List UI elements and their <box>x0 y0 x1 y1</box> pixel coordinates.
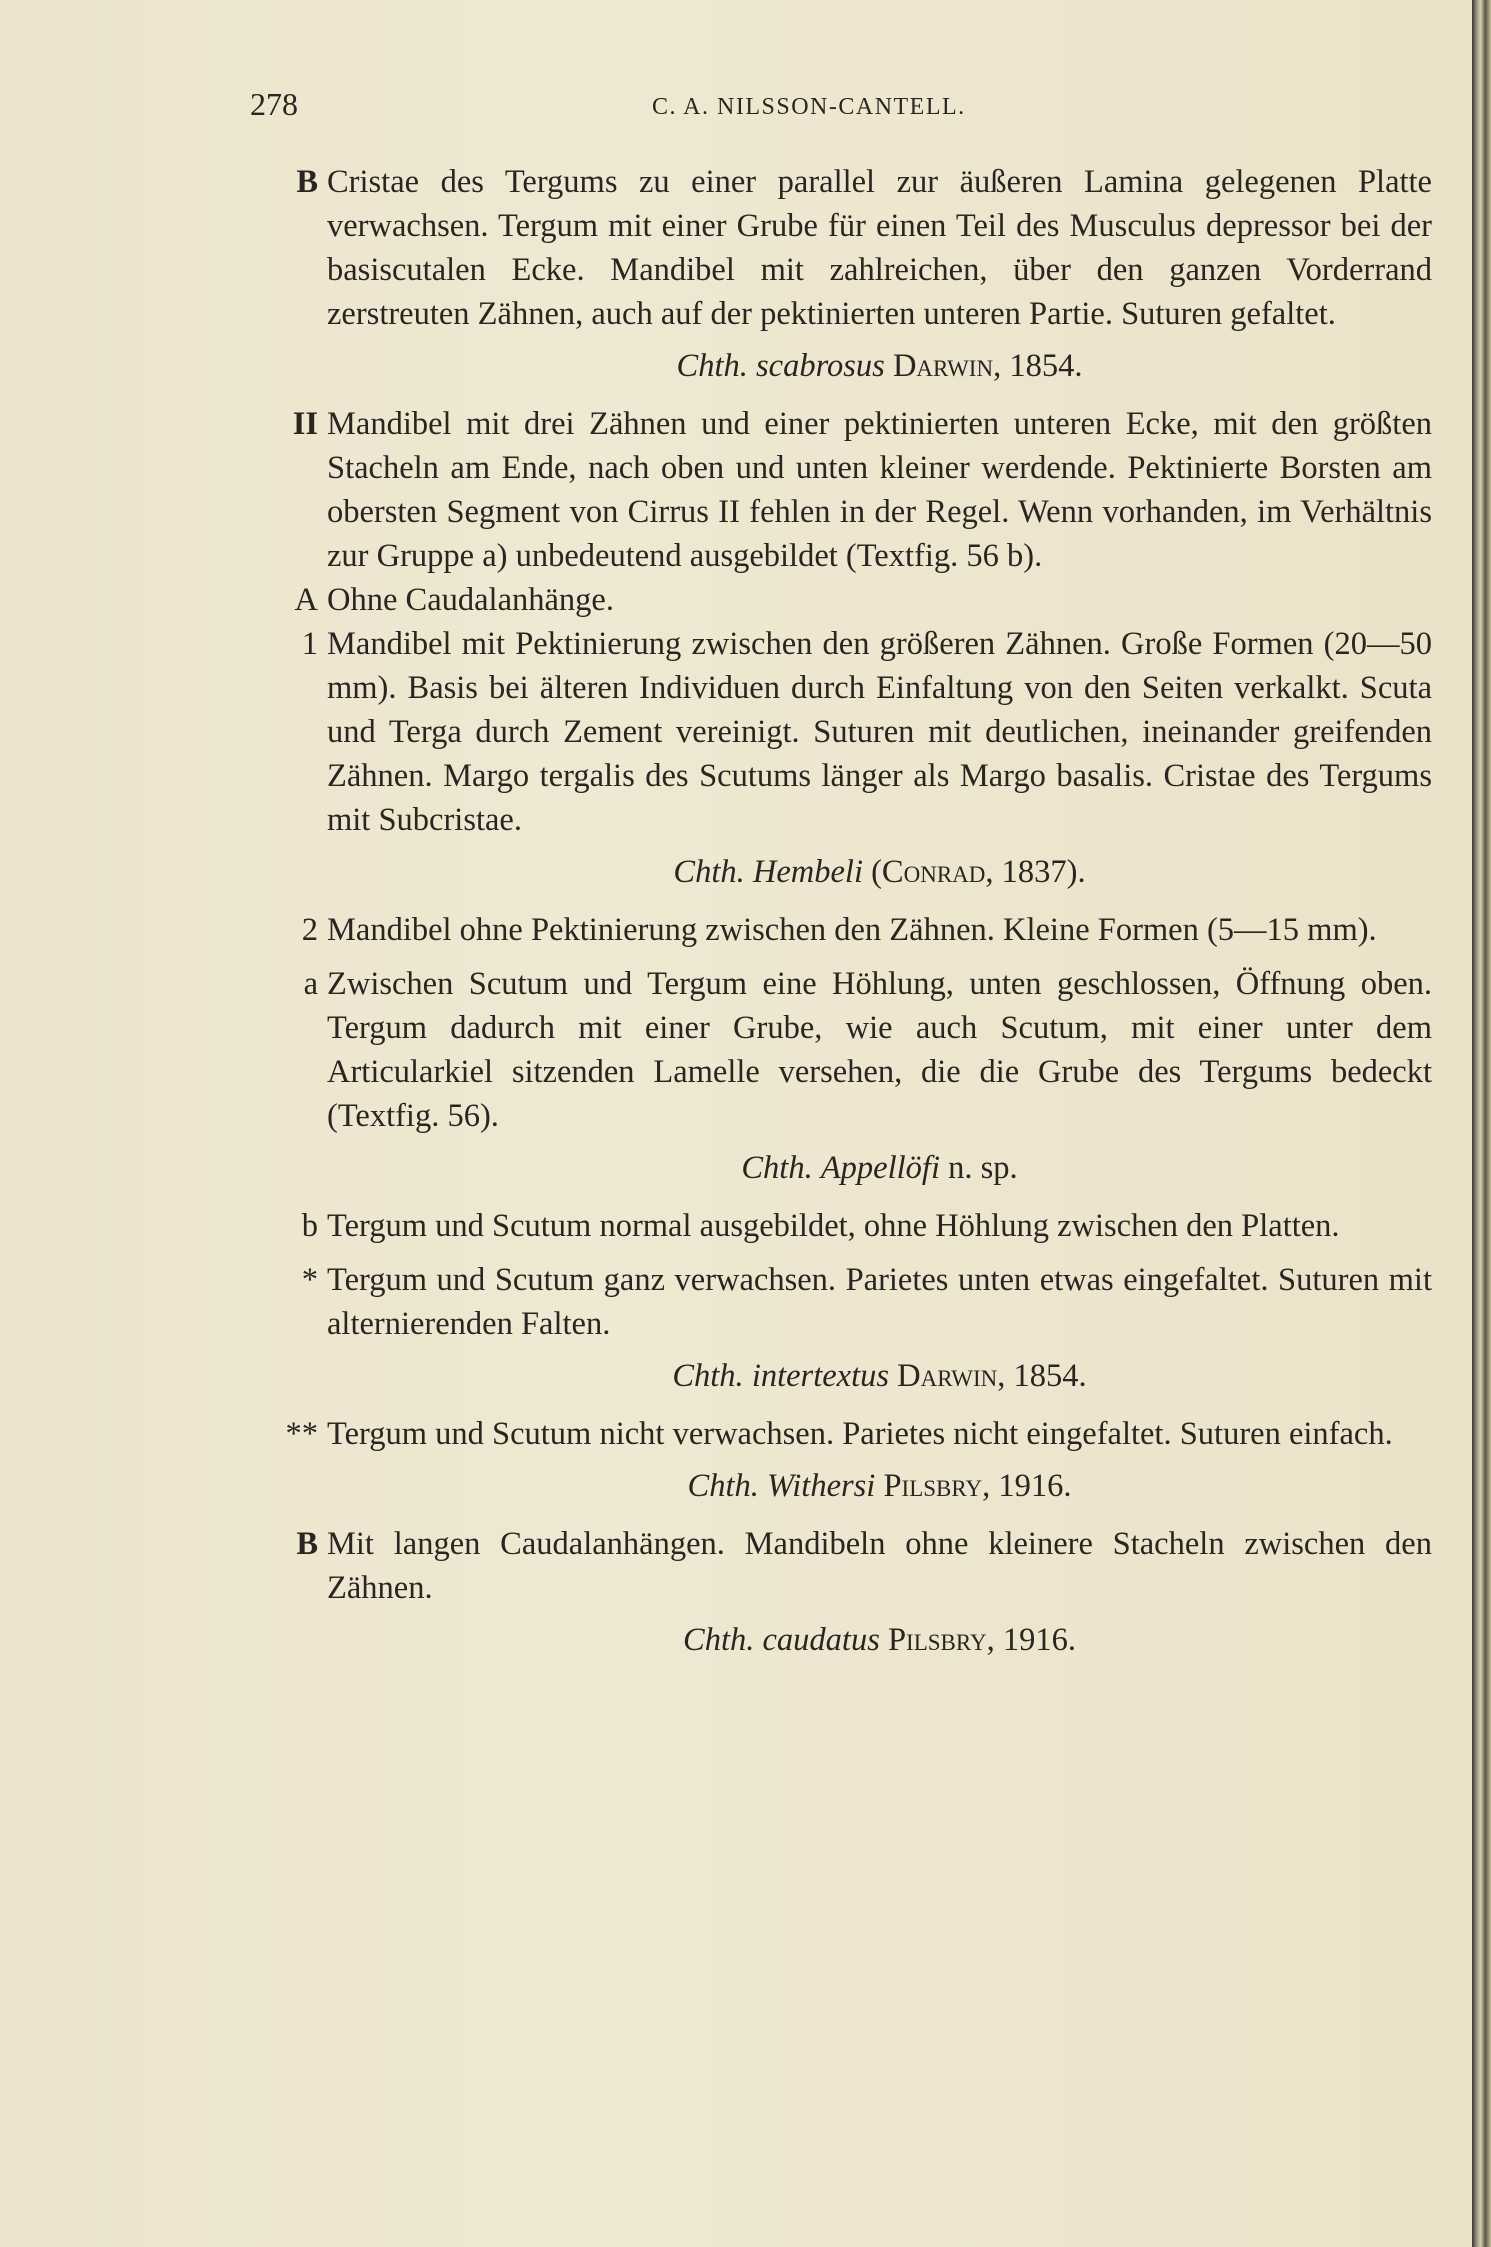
key-text: Mandibel mit drei Zähnen und einer pektinierten unteren Ecke, mit den größten Stacheln am Ende, nach oben und unten kleiner werdende. Pektinierte Borsten am obersten Segment von Cirrus II fehlen in der Regel. Wenn vorhanden, im Verhältnis zur Gruppe a) unbedeutend ausgebildet (Textfig. 56 b). <box>327 406 1432 574</box>
taxon-name <box>260 344 1432 388</box>
taxon-species: Hembeli <box>752 854 863 890</box>
taxon-genus: Chth. <box>673 854 745 890</box>
taxon-genus: Chth. <box>741 1150 813 1186</box>
running-head: C. A. NILSSON-CANTELL. <box>652 94 966 120</box>
key-label: ** <box>285 1416 318 1452</box>
key-text: Zwischen Scutum und Tergum eine Höhlung, unten geschlossen, Öffnung oben. Tergum dadurch mit einer Grube, wie auch Scutum, mit einer unter dem Articularkiel sitzenden Lamelle versehen, die die Grube des Tergums bedeckt (Textfig. 56). <box>327 966 1432 1134</box>
taxon-year: n. sp. <box>939 1150 1018 1186</box>
key-text: Tergum und Scutum normal ausgebildet, ohne Höhlung zwischen den Platten. <box>327 1208 1340 1244</box>
key-entry <box>260 622 1432 842</box>
taxon-year: , 1916. <box>982 1468 1072 1504</box>
taxon-name <box>260 1146 1432 1190</box>
page-number: 278 <box>250 86 298 122</box>
key-label: B <box>296 164 318 200</box>
key-entry <box>260 1412 1432 1456</box>
taxon-genus: Chth. <box>683 1622 755 1658</box>
taxon-genus: Chth. <box>672 1358 744 1394</box>
key-content <box>260 160 1432 1676</box>
taxon-name <box>260 1354 1432 1398</box>
key-label: a <box>303 966 318 1002</box>
taxon-name <box>260 1618 1432 1662</box>
key-text: Tergum und Scutum ganz verwachsen. Parietes unten etwas eingefaltet. Suturen mit alternierenden Falten. <box>327 1262 1432 1342</box>
taxon-author: Darwin <box>897 1358 998 1394</box>
taxon-genus: Chth. <box>687 1468 759 1504</box>
taxon-species: caudatus <box>762 1622 880 1658</box>
key-entry <box>260 1204 1432 1248</box>
key-entry <box>260 402 1432 578</box>
key-text: Cristae des Tergums zu einer parallel zur äußeren Lamina gelegenen Platte verwachsen. Tergum mit einer Grube für einen Teil des Musculus depressor bei der basiscutalen Ecke. Mandibel mit zahlreichen, über den ganzen Vorderrand zerstreuten Zähnen, auch auf der pektinierten unteren Partie. Suturen gefaltet. <box>327 164 1432 332</box>
key-entry <box>260 578 1432 622</box>
taxon-year: , 1854. <box>993 348 1083 384</box>
key-text: Mit langen Caudalanhängen. Mandibeln ohne kleinere Stacheln zwischen den Zähnen. <box>327 1526 1432 1606</box>
taxon-year: , 1854. <box>997 1358 1087 1394</box>
taxon-species: scabrosus <box>756 348 885 384</box>
key-label: b <box>301 1208 318 1244</box>
key-entry <box>260 160 1432 336</box>
book-edge <box>1472 0 1491 2247</box>
taxon-species: intertextus <box>751 1358 890 1394</box>
taxon-genus: Chth. <box>676 348 748 384</box>
key-label: 1 <box>301 626 318 662</box>
key-text: Ohne Caudalanhänge. <box>327 582 614 618</box>
taxon-species: Appellöfi <box>820 1150 940 1186</box>
key-entry <box>260 962 1432 1138</box>
taxon-species: Withersi <box>767 1468 876 1504</box>
key-entry <box>260 1258 1432 1346</box>
taxon-name <box>260 1464 1432 1508</box>
key-label: A <box>294 582 318 618</box>
taxon-author: Pilsbry <box>887 1622 987 1658</box>
key-entry <box>260 1522 1432 1610</box>
key-text: Tergum und Scutum nicht verwachsen. Parietes nicht eingefaltet. Suturen einfach. <box>327 1416 1393 1452</box>
taxon-author: Darwin <box>892 348 994 384</box>
key-label: II <box>292 406 318 442</box>
key-text: Mandibel ohne Pektinierung zwischen den Zähnen. Kleine Formen (5—15 mm). <box>327 912 1377 948</box>
key-label: B <box>296 1526 318 1562</box>
key-entry <box>260 908 1432 952</box>
taxon-author: Pilsbry <box>883 1468 983 1504</box>
key-label: 2 <box>301 912 318 948</box>
key-text: Mandibel mit Pektinierung zwischen den größeren Zähnen. Große Formen (20—50 mm). Basis bei älteren Individuen durch Einfaltung von den Seiten verkalkt. Scuta und Terga durch Zement vereinigt. Suturen mit deutlichen, ineinander greifenden Zähnen. Margo tergalis des Scutums länger als Margo basalis. Cristae des Tergums mit Subcristae. <box>327 626 1432 838</box>
taxon-name <box>260 850 1432 894</box>
taxon-year: , 1837). <box>985 854 1086 890</box>
page-header <box>250 86 1350 126</box>
taxon-author: (Conrad <box>871 854 986 890</box>
taxon-year: , 1916. <box>986 1622 1076 1658</box>
key-label: * <box>301 1262 318 1298</box>
